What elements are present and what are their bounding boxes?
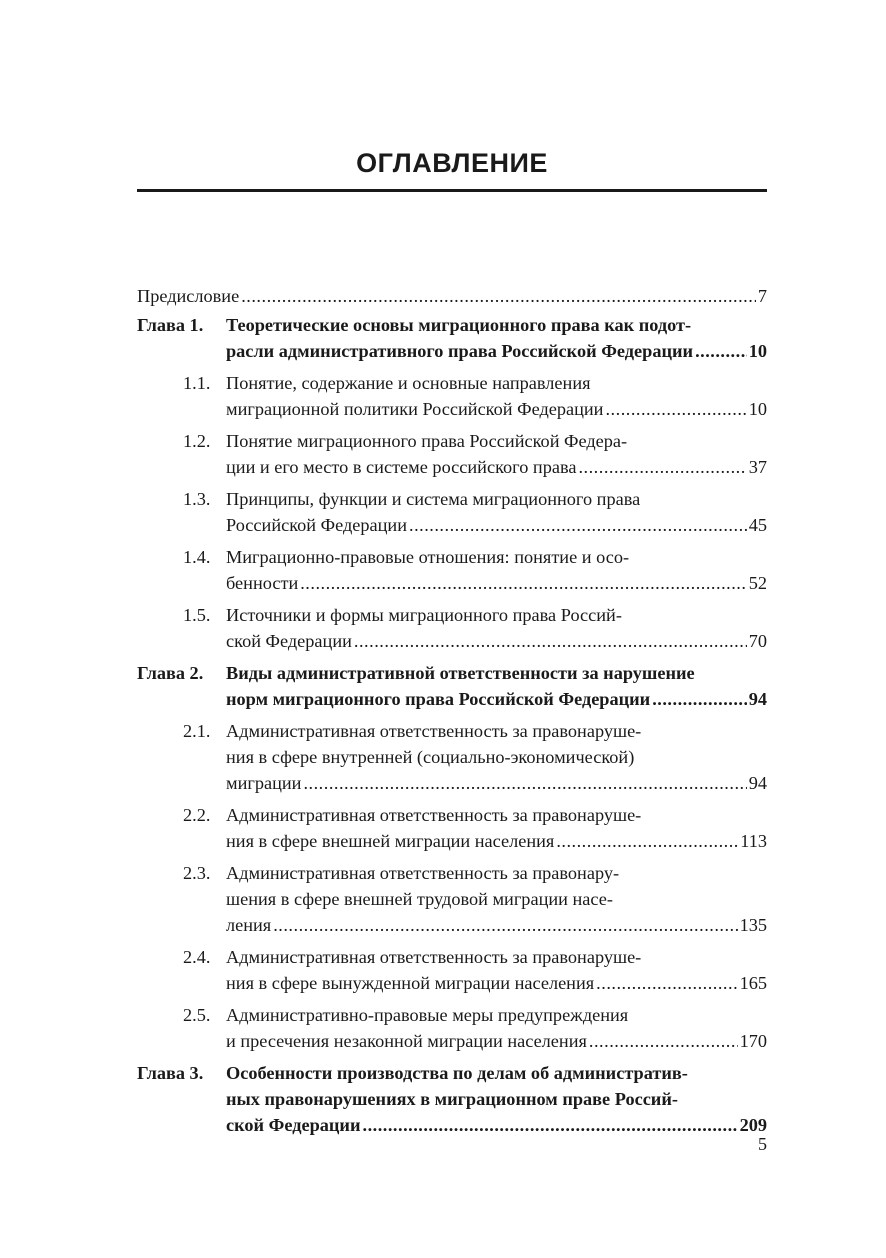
toc-chapter[interactable]: [137, 312, 767, 364]
chapter-title-line: Теоретические основы миграционного права как подот-: [226, 315, 692, 335]
dot-leader: [300, 570, 746, 596]
section-number: 2.3.: [183, 863, 211, 883]
toc-section[interactable]: [137, 602, 767, 654]
section-title-line: Административная ответственность за правонару-: [226, 863, 620, 883]
section-title-line: Административная ответственность за правонаруше-: [226, 947, 642, 967]
section-title-line: ния в сфере вынужденной миграции населения: [226, 973, 595, 993]
dot-leader: [409, 512, 747, 538]
toc-chapter[interactable]: [137, 660, 767, 712]
dot-leader: [578, 454, 746, 480]
section-title-line: бенности: [226, 573, 299, 593]
section-number: 2.2.: [183, 805, 211, 825]
chapter-page-number: 94: [748, 689, 767, 709]
dot-leader: [605, 396, 746, 422]
section-title-line: миграционной политики Российской Федерации: [226, 399, 604, 419]
section-page-number: 52: [748, 573, 767, 593]
chapter-title-line: норм миграционного права Российской Федерации: [226, 689, 651, 709]
dot-leader: [589, 1028, 738, 1054]
section-page-number: 70: [748, 631, 767, 651]
section-title-line: Принципы, функции и система миграционного права: [226, 489, 641, 509]
dot-leader: [273, 912, 737, 938]
toc-preface-title: Предисловие: [137, 286, 240, 306]
section-title-line: Административная ответственность за правонаруше-: [226, 721, 642, 741]
dot-leader: [695, 338, 747, 364]
section-title-line: и пресечения незаконной миграции населения: [226, 1031, 587, 1051]
chapter-number: Глава 2.: [137, 663, 204, 683]
section-number: 2.5.: [183, 1005, 211, 1025]
section-title-line: Административная ответственность за правонаруше-: [226, 805, 642, 825]
page-title: ОГЛАВЛЕНИЕ: [356, 148, 548, 178]
toc-section[interactable]: [137, 1002, 767, 1054]
section-title-line: Понятие, содержание и основные направления: [226, 373, 591, 393]
section-title-line: шения в сфере внешней трудовой миграции насе-: [226, 889, 613, 909]
chapter-title-line: расли административного права Российской Федерации: [226, 341, 694, 361]
toc-section[interactable]: [137, 860, 767, 938]
section-title-line: ления: [226, 915, 272, 935]
toc-section[interactable]: [137, 428, 767, 480]
section-number: 1.5.: [183, 605, 211, 625]
chapter-page-number: 209: [739, 1115, 767, 1135]
toc-chapter[interactable]: [137, 1060, 767, 1138]
toc-section[interactable]: [137, 802, 767, 854]
dot-leader: [596, 970, 737, 996]
chapter-number: Глава 3.: [137, 1063, 204, 1083]
page-number: 5: [758, 1134, 767, 1154]
section-page-number: 170: [739, 1031, 767, 1051]
section-number: 1.1.: [183, 373, 211, 393]
section-title-line: Источники и формы миграционного права Россий-: [226, 605, 622, 625]
chapter-page-number: 10: [748, 341, 767, 361]
dot-leader: [241, 283, 756, 309]
toc-section[interactable]: [137, 486, 767, 538]
section-title-line: ния в сфере внешней миграции населения: [226, 831, 555, 851]
section-page-number: 165: [739, 973, 767, 993]
dot-leader: [652, 686, 747, 712]
section-number: 1.2.: [183, 431, 211, 451]
section-title-line: Миграционно-правовые отношения: понятие и осо-: [226, 547, 630, 567]
section-page-number: 45: [748, 515, 767, 535]
dot-leader: [354, 628, 747, 654]
toc-section[interactable]: [137, 370, 767, 422]
chapter-number: Глава 1.: [137, 315, 204, 335]
dot-leader: [303, 770, 746, 796]
toc-section[interactable]: [137, 944, 767, 996]
chapter-title-line: ской Федерации: [226, 1115, 361, 1135]
section-page-number: 94: [748, 773, 767, 793]
chapter-title-line: ных правонарушениях в миграционном праве Россий-: [226, 1089, 678, 1109]
table-of-contents: [137, 283, 767, 1144]
section-number: 1.3.: [183, 489, 211, 509]
chapter-title-line: Виды административной ответственности за нарушение: [226, 663, 695, 683]
section-title-line: миграции: [226, 773, 302, 793]
section-number: 1.4.: [183, 547, 211, 567]
dot-leader: [556, 828, 738, 854]
toc-section[interactable]: [137, 718, 767, 796]
toc-section[interactable]: [137, 544, 767, 596]
dot-leader: [363, 1112, 738, 1138]
section-title-line: ции и его место в системе российского права: [226, 457, 577, 477]
section-title-line: ния в сфере внутренней (социально-экономической): [226, 747, 635, 767]
section-title-line: Административно-правовые меры предупреждения: [226, 1005, 629, 1025]
chapter-title-line: Особенности производства по делам об административ-: [226, 1063, 688, 1083]
toc-preface-page: 7: [757, 286, 767, 306]
section-title-line: ской Федерации: [226, 631, 352, 651]
section-page-number: 10: [748, 399, 767, 419]
section-page-number: 37: [748, 457, 767, 477]
section-number: 2.4.: [183, 947, 211, 967]
section-number: 2.1.: [183, 721, 211, 741]
title-rule: [137, 189, 767, 192]
section-title-line: Понятие миграционного права Российской Федера-: [226, 431, 628, 451]
section-page-number: 135: [739, 915, 767, 935]
toc-preface[interactable]: [137, 283, 767, 309]
section-title-line: Российской Федерации: [226, 515, 407, 535]
section-page-number: 113: [740, 831, 767, 851]
